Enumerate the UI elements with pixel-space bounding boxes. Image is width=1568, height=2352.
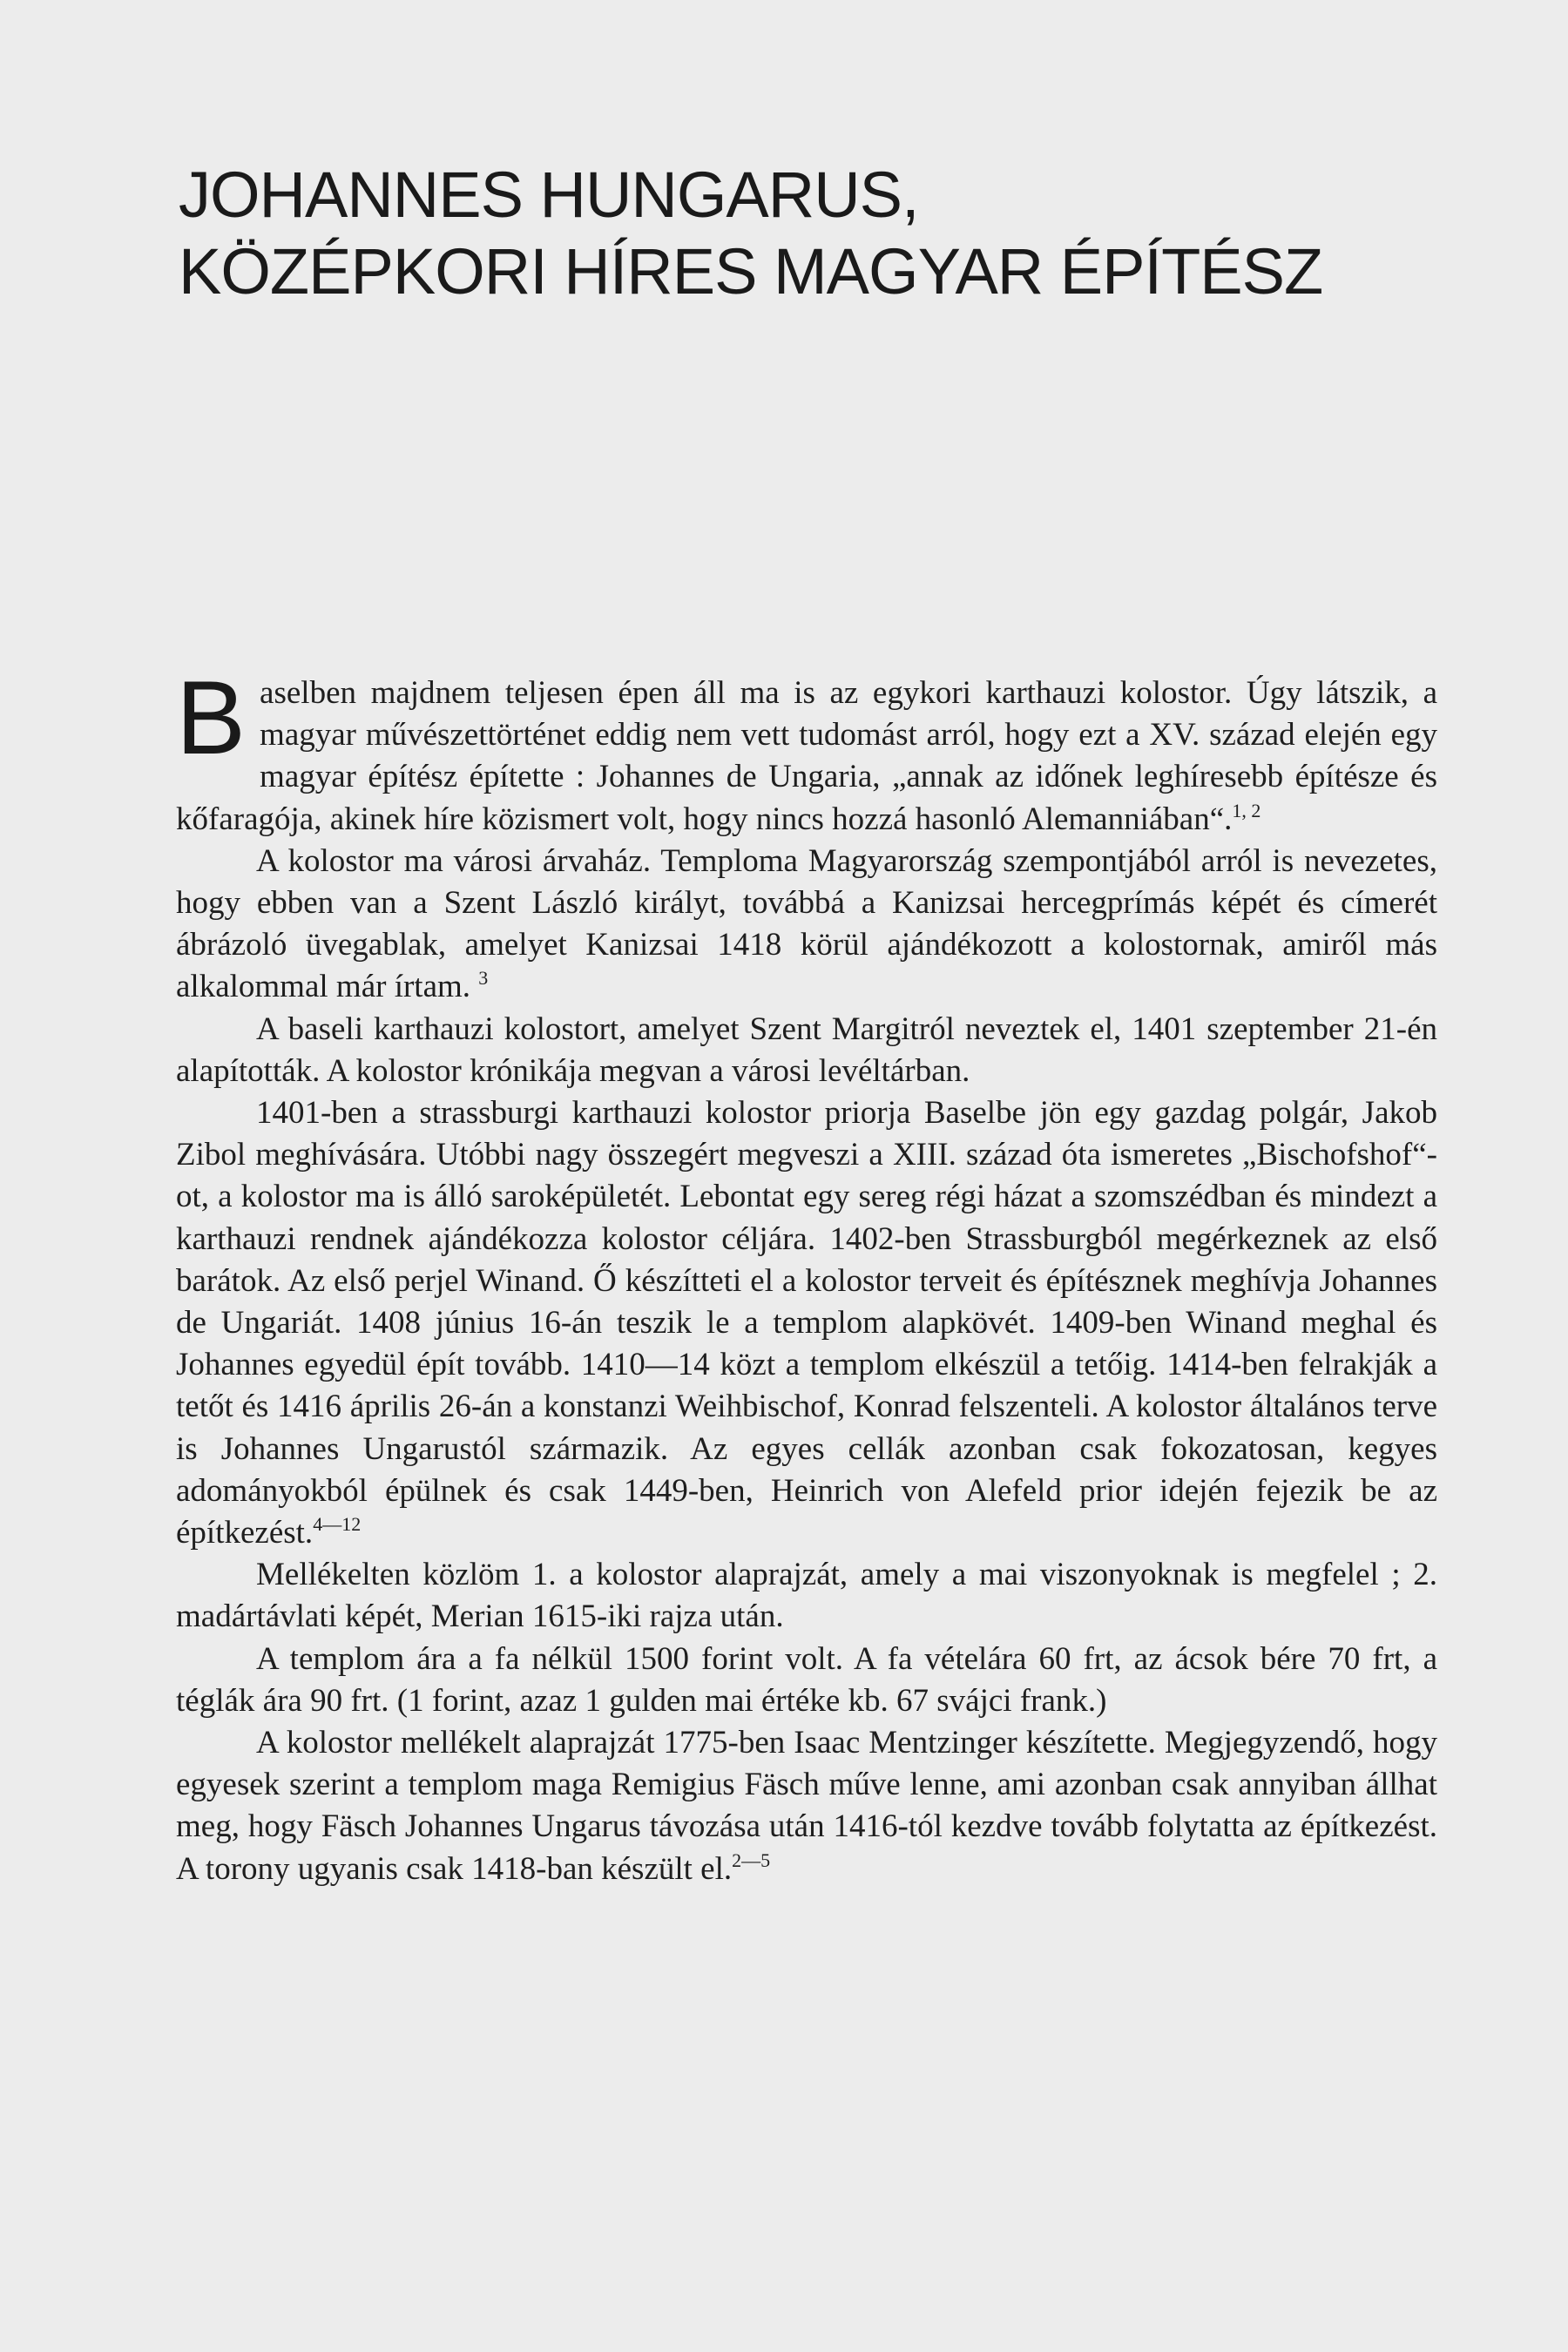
- paragraph-4: [176, 1092, 1437, 1554]
- paragraph-6: [176, 1639, 1437, 1722]
- footnote-ref: 1, 2: [1232, 799, 1261, 821]
- paragraph-2: [176, 841, 1437, 1009]
- paragraph-3: [176, 1009, 1437, 1092]
- paragraph-5: [176, 1554, 1437, 1638]
- paragraph-text: A kolostor ma városi árvaház. Temploma Magyarország szempontjából arról is nevezetes, hogy ebben van a Szent László királyt, továbbá a Kanizsai hercegprímás képét és címerét ábrázoló üvegablak, amelyet Kanizsai 1418 körül ajándékozott a kolostornak, amiről más alkalommal már írtam.: [176, 842, 1437, 1005]
- paragraph-text: A baseli karthauzi kolostort, amelyet Szent Margitról neveztek el, 1401 szeptember 21-én alapították. A kolostor krónikája megvan a városi levéltárban.: [176, 1010, 1437, 1089]
- paragraph-text: 1401-ben a strassburgi karthauzi kolostor priorja Baselbe jön egy gazdag polgár, Jakob Zibol meghívására. Utóbbi nagy összegért megveszi a XIII. század óta ismeretes „Bischofshof“-ot, a kolostor ma is álló saroképületét. Lebontat egy sereg régi házat a szomszédban és mindezt a karthauzi rendnek ajándékozza kolostor céljára. 1402-ben Strassburgból megérkeznek az első barátok. Az első perjel Winand. Ő készítteti el a kolostor terveit és építésznek meghívja Johannes de Ungariát. 1408 június 16-án teszik le a templom alapkövét. 1409-ben Winand meghal és Johannes egyedül épít tovább. 1410—14 közt a templom elkészül a tetőig. 1414-ben felrakják a tetőt és 1416 április 26-án a konstanzi Weihbischof, Konrad felszenteli. A kolostor általános terve is Johannes Ungarustól származik. Az egyes cellák azonban csak fokozatosan, kegyes adományokból épülnek és csak 1449-ben, Heinrich von Alefeld prior idején fejezik be az építkezést.: [176, 1095, 1437, 1551]
- drop-cap: B: [176, 659, 247, 776]
- paragraph-7: [176, 1722, 1437, 1890]
- paragraph-text: A kolostor mellékelt alaprajzát 1775-ben Isaac Mentzinger készítette. Megjegyzendő, hogy egyesek szerint a templom maga Remigius Fäsch műve lenne, ami azonban csak annyiban állhat meg, hogy Fäsch Johannes Ungarus távozása után 1416-tól kezdve tovább folytatta az építkezést. A torony ugyanis csak 1418-ban készült el.: [176, 1725, 1437, 1887]
- footnote-ref: 3: [478, 967, 489, 990]
- footnote-ref: 4—12: [313, 1513, 362, 1536]
- article-title: [179, 157, 1442, 310]
- title-line-1: JOHANNES HUNGARUS,: [179, 159, 919, 231]
- footnote-ref: 2—5: [732, 1848, 771, 1871]
- article-body: [176, 659, 1437, 1890]
- paragraph-1: [176, 659, 1437, 841]
- paragraph-text: aselben majdnem teljesen épen áll ma is az egykori karthauzi kolostor. Úgy látszik, a magyar művészettörténet eddig nem vett tudomást arról, hogy ezt a XV. század elején egy magyar építész építette : Johannes de Ungaria, „annak az időnek leghíresebb építésze és kőfaragója, akinek híre közismert volt, hogy nincs hozzá hasonló Alemanniában“.: [176, 675, 1437, 837]
- paragraph-text: A templom ára a fa nélkül 1500 forint volt. A fa vételára 60 frt, az ácsok bére 70 frt, a téglák ára 90 frt. (1 forint, azaz 1 gulden mai értéke kb. 67 svájci frank.): [176, 1640, 1437, 1719]
- title-line-2: KÖZÉPKORI HÍRES MAGYAR ÉPÍTÉSZ: [179, 235, 1323, 308]
- paragraph-text: Mellékelten közlöm 1. a kolostor alaprajzát, amely a mai viszonyoknak is megfelel ; 2. madártávlati képét, Merian 1615-iki rajza után.: [176, 1557, 1437, 1635]
